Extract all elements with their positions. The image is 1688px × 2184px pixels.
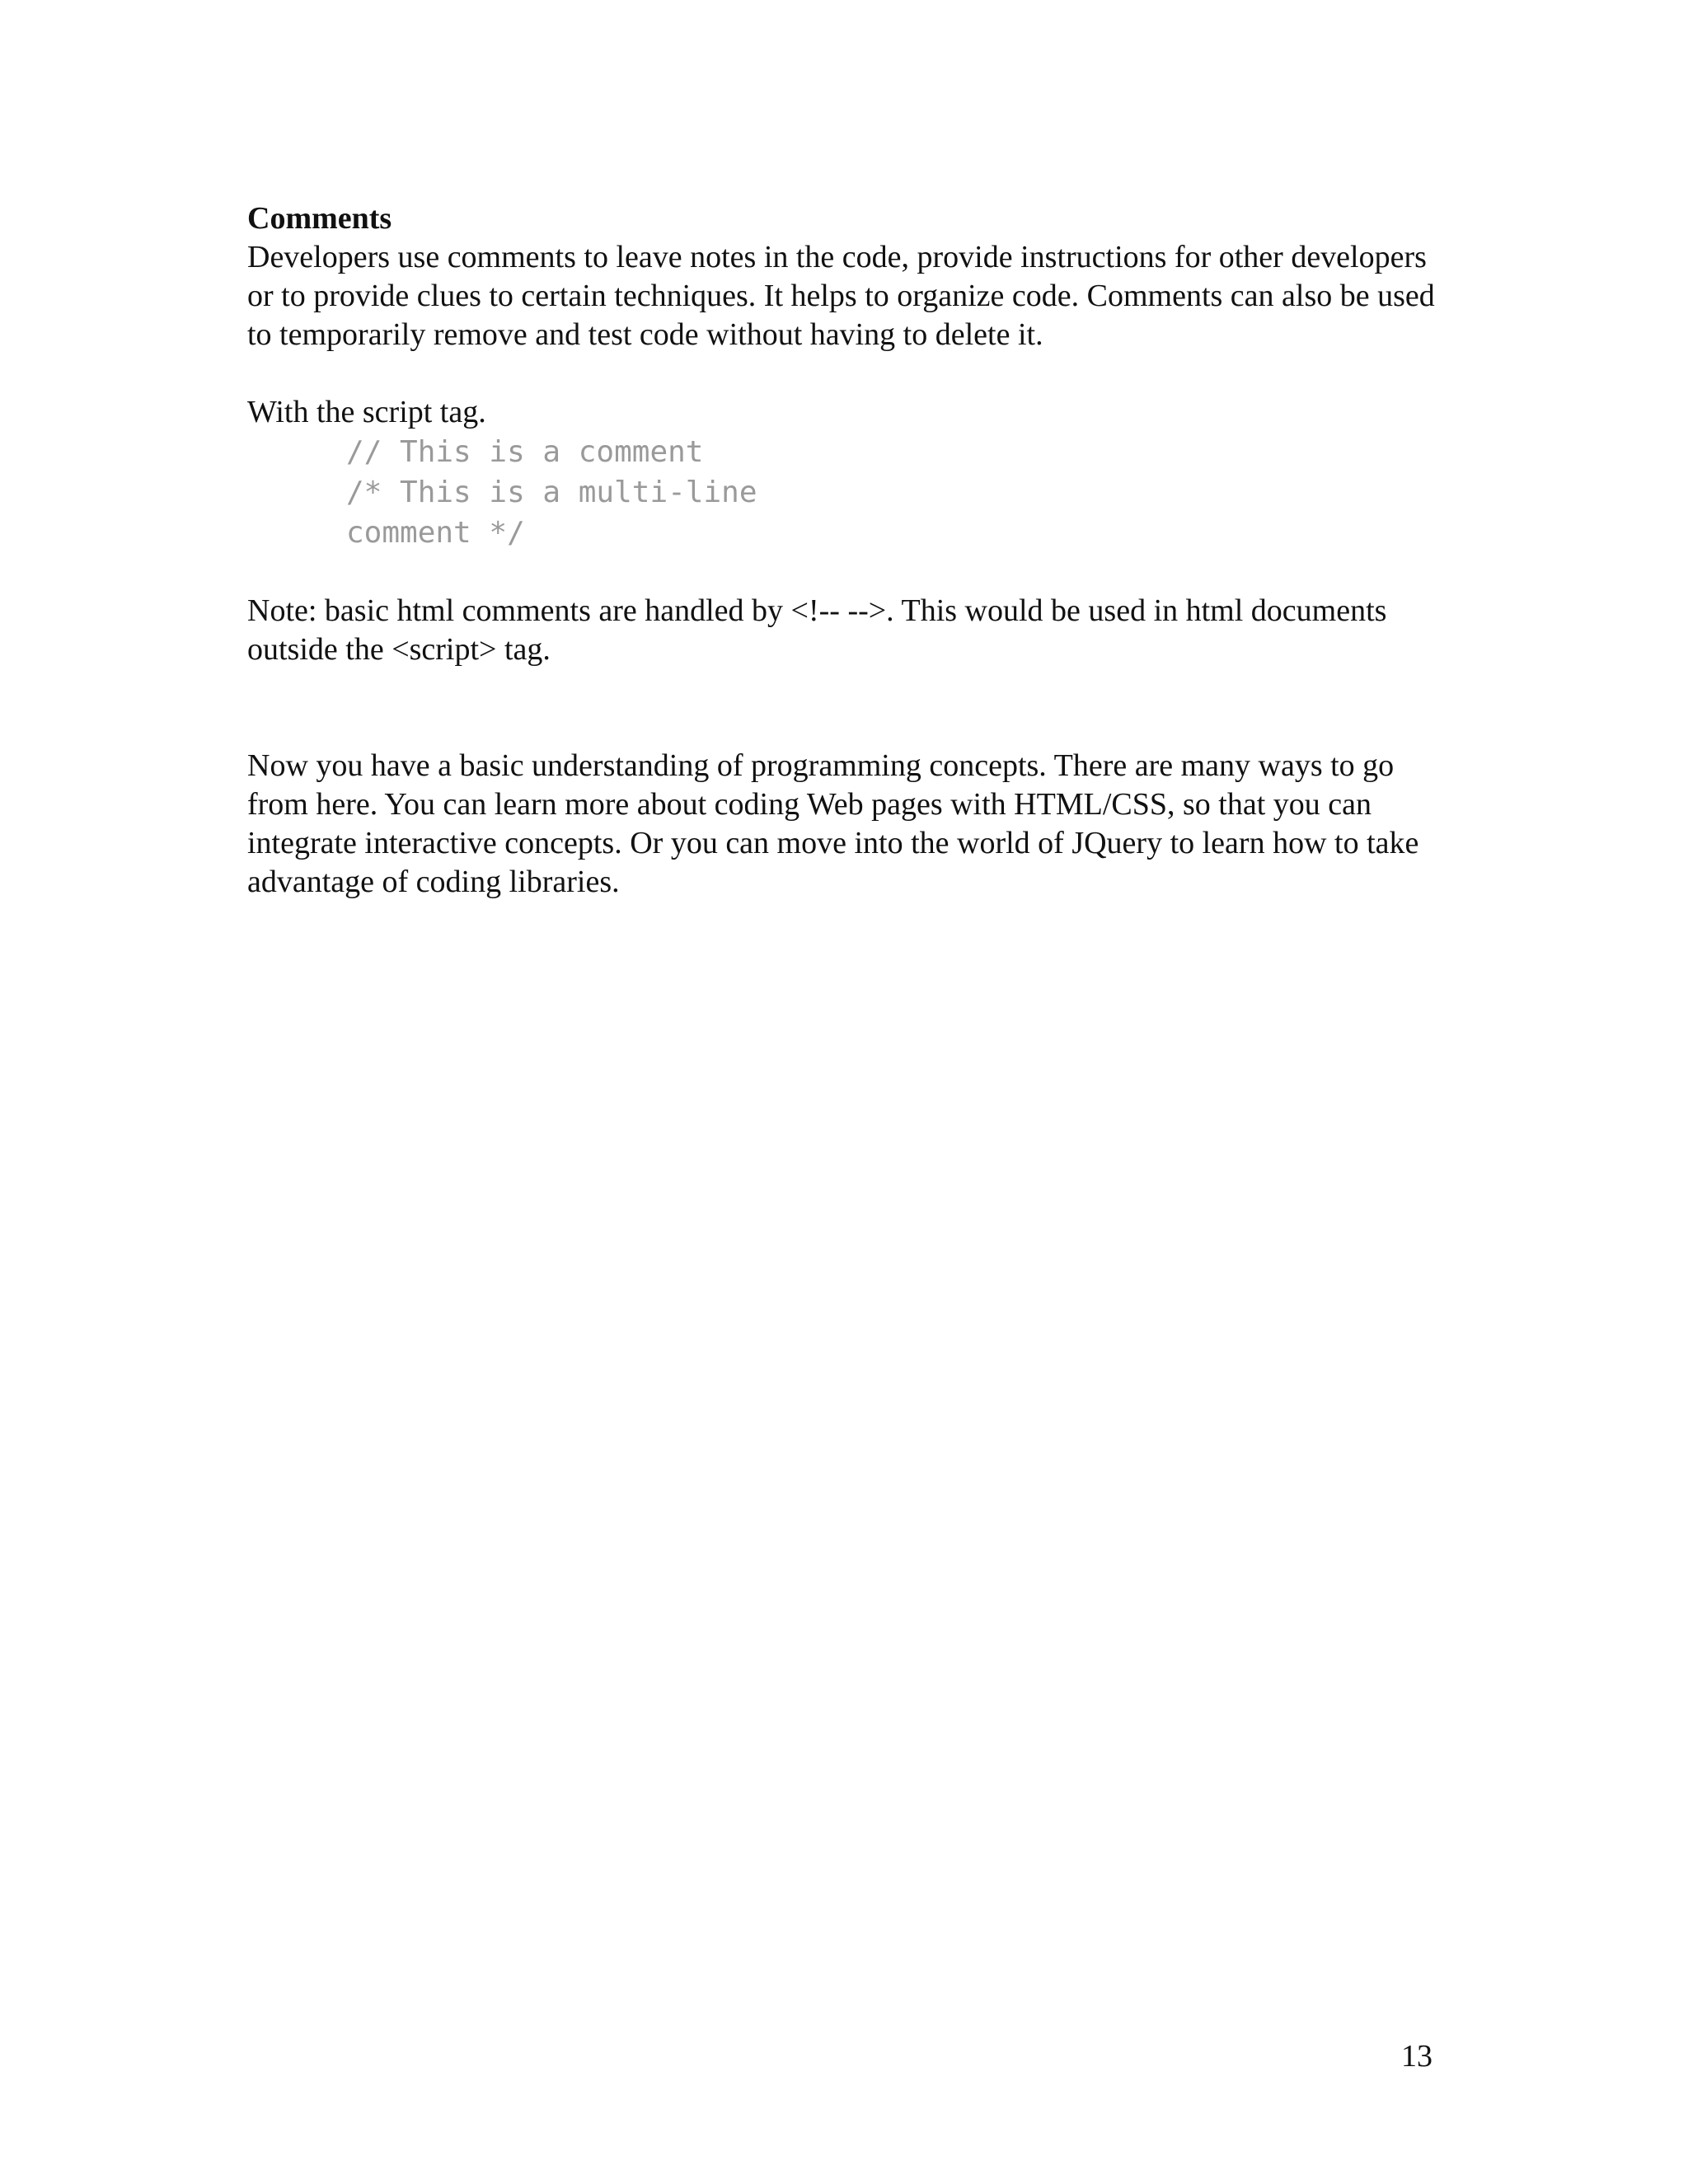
intro-paragraph: Developers use comments to leave notes in the code, provide instructions for other developers or to provide clues to certain techniques. It helps to organize code. Comments can also be used to temporarily remove and test code without having to delete it. [247, 240, 1435, 352]
spacer [247, 553, 1442, 592]
code-example [346, 432, 1442, 553]
page-content [247, 199, 1442, 902]
note-paragraph: Note: basic html comments are handled by <!-- -->. This would be used in html documents outside the <script> tag. [247, 593, 1387, 667]
code-line: /* This is a multi-line [346, 476, 757, 509]
closing-paragraph: Now you have a basic understanding of programming concepts. There are many ways to go from here. You can learn more about coding Web pages with HTML/CSS, so that you can integrate interactive concepts. Or you can move into the world of JQuery to learn how to take advantage of coding libraries. [247, 748, 1419, 899]
spacer [247, 354, 1442, 393]
section-heading: Comments [247, 201, 392, 236]
code-line: // This is a comment [346, 435, 704, 469]
page-number: 13 [1401, 2039, 1432, 2074]
script-tag-label: With the script tag. [247, 395, 486, 429]
spacer [247, 669, 1442, 747]
code-line: comment */ [346, 516, 525, 550]
